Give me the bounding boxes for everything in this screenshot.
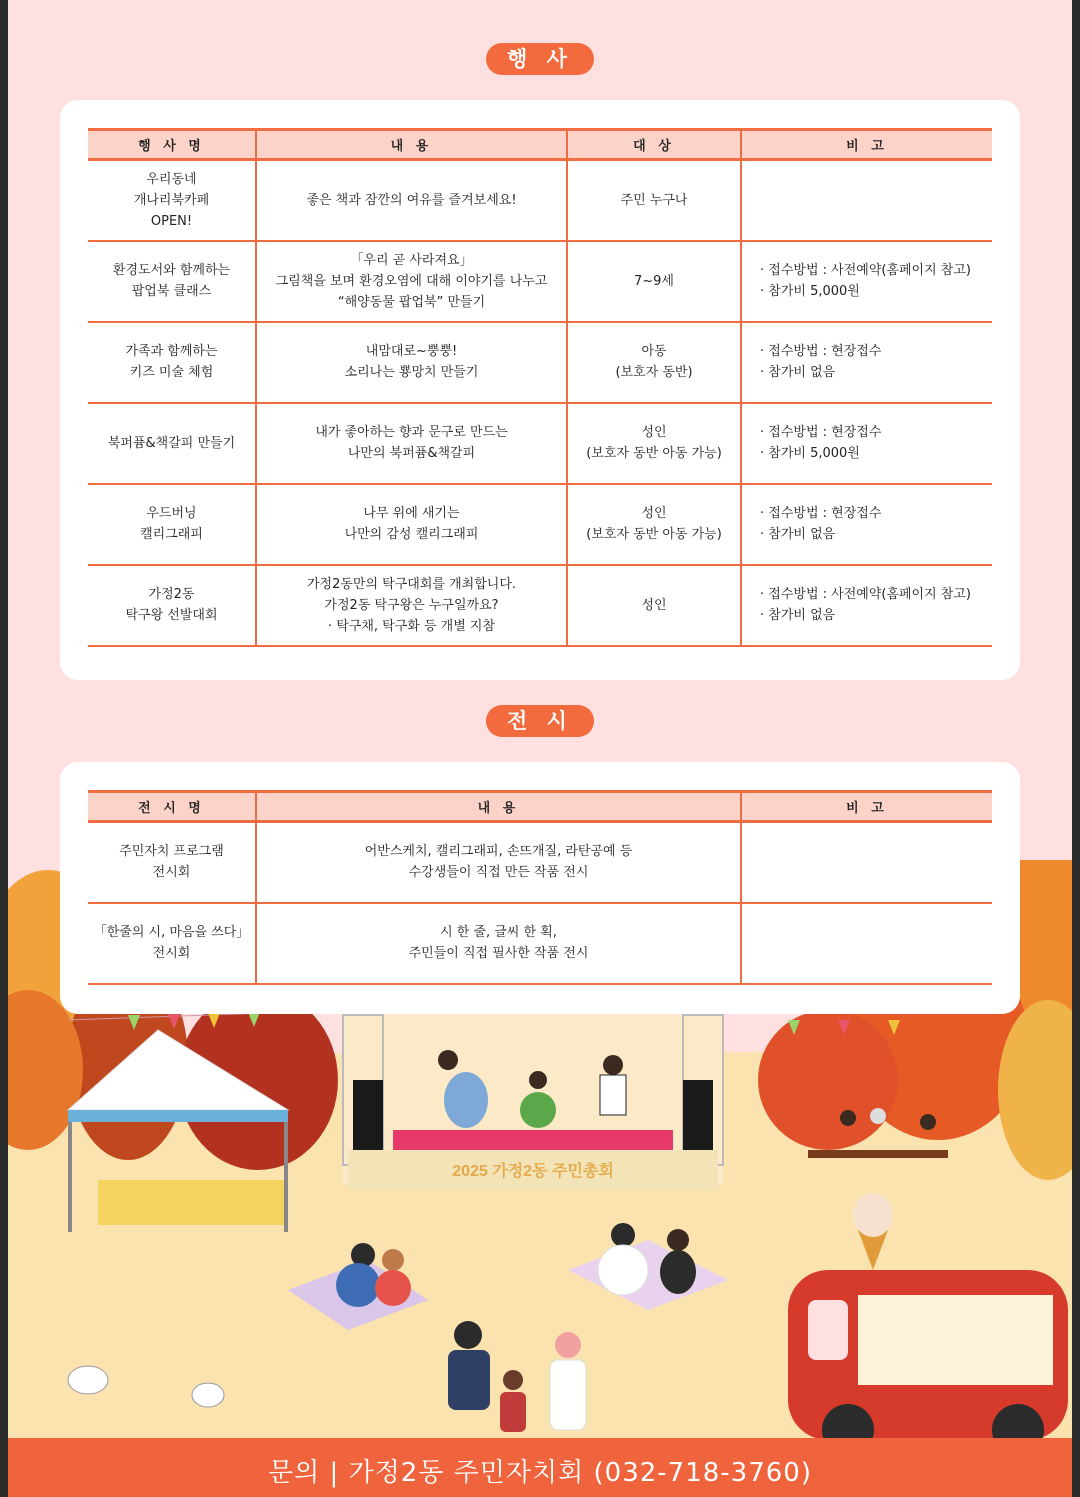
cell-line: 가족과 함께하는 <box>125 344 218 359</box>
cell-line: 개나리북카페 <box>133 192 210 208</box>
cell-line: · 접수방법 : 현장접수 <box>760 344 882 359</box>
cell-line: 수강생들이 직접 만든 작품 전시 <box>408 865 589 881</box>
exhibitions-card <box>60 762 1020 1014</box>
events-table <box>88 128 992 647</box>
cell-target <box>567 322 741 403</box>
cell-content <box>256 403 567 484</box>
cell-name <box>88 160 256 241</box>
cell-target <box>567 403 741 484</box>
cell-line: · 접수방법 : 현장접수 <box>760 425 882 440</box>
cell-line: 그림책을 보며 환경오염에 대해 이야기를 나누고 <box>275 273 548 289</box>
cell-target <box>567 160 741 241</box>
cell-line: · 참가비 5,000원 <box>760 446 860 461</box>
cell-note <box>741 241 992 322</box>
cell-content <box>256 822 741 903</box>
table-row <box>88 322 992 403</box>
cell-line: 내가 좋아하는 향과 문구로 만드는 <box>315 425 508 440</box>
events-table-header <box>88 130 992 160</box>
cell-note <box>741 822 992 903</box>
cell-content <box>256 241 567 322</box>
cell-line: 전시회 <box>152 865 191 881</box>
cell-line: · 참가비 없음 <box>760 608 836 623</box>
cell-line: 주민자치 프로그램 <box>119 844 224 860</box>
cell-line: 우리동네 <box>146 171 197 187</box>
cell-line: · 참가비 5,000원 <box>760 284 860 299</box>
cell-line: 「한줄의 시, 마음을 쓰다」 <box>93 925 250 940</box>
cell-line: 성인 <box>641 597 667 613</box>
cell-line: (보호자 동반 아동 가능) <box>586 527 722 542</box>
table-row <box>88 822 992 903</box>
table-row <box>88 241 992 322</box>
cell-line: 나만의 북퍼퓸&책갈피 <box>347 446 476 461</box>
cell-note <box>741 322 992 403</box>
contact-footer: 문의 | 가정2동 주민자치회 (032-718-3760) <box>8 1438 1072 1497</box>
cell-content <box>256 903 741 984</box>
cell-name <box>88 903 256 984</box>
cell-line: · 접수방법 : 사전예약(홈페이지 참고) <box>760 587 971 602</box>
cell-line: 환경도서와 함께하는 <box>112 263 231 278</box>
cell-note <box>741 484 992 565</box>
events-section-title: 행 사 <box>486 43 594 75</box>
cell-line: 좋은 책과 잠깐의 여유를 즐겨보세요! <box>306 192 517 208</box>
cell-line: · 접수방법 : 사전예약(홈페이지 참고) <box>760 263 971 278</box>
cell-line: 내맘대로~뿡뿡! <box>365 344 458 359</box>
cell-note <box>741 903 992 984</box>
cell-line: 팝업북 클래스 <box>131 284 212 299</box>
cell-line: “해양동물 팝업북” 만들기 <box>337 294 486 310</box>
cell-line: · 참가비 없음 <box>760 527 836 542</box>
cell-name <box>88 822 256 903</box>
table-row <box>88 484 992 565</box>
cell-line: 주민들이 직접 필사한 작품 전시 <box>408 946 589 961</box>
cell-line: 북퍼퓸&책갈피 만들기 <box>107 435 236 451</box>
cell-line: · 참가비 없음 <box>760 365 836 380</box>
cell-note <box>741 403 992 484</box>
cell-line: (보호자 동반 아동 가능) <box>586 446 722 461</box>
cell-line: 「우리 곧 사라져요」 <box>350 252 473 268</box>
cell-note <box>741 565 992 646</box>
cell-note <box>741 160 992 241</box>
cell-line: 성인 <box>641 506 667 521</box>
exhibitions-table-header <box>88 792 992 822</box>
cell-line: 전시회 <box>152 946 191 961</box>
cell-line: 나만의 감성 캘리그래피 <box>344 527 479 542</box>
cell-content <box>256 484 567 565</box>
cell-name <box>88 565 256 646</box>
cell-name <box>88 241 256 322</box>
exhibitions-table-body <box>88 822 992 984</box>
cell-line: 탁구왕 선발대회 <box>125 608 218 623</box>
cell-line: 시 한 줄, 글씨 한 획, <box>440 925 557 940</box>
events-card <box>60 100 1020 680</box>
cell-line: 성인 <box>641 425 667 440</box>
column-header: 행 사 명 <box>88 130 256 160</box>
cell-line: 나무 위에 새기는 <box>363 506 460 521</box>
cell-line: 캘리그래피 <box>140 527 203 542</box>
cell-line: 가정2동 <box>148 587 195 602</box>
cell-target <box>567 484 741 565</box>
cell-line: 키즈 미술 체험 <box>129 365 214 380</box>
poster-page <box>8 0 1072 1497</box>
cell-target <box>567 241 741 322</box>
table-row <box>88 903 992 984</box>
cell-line: · 탁구채, 탁구화 등 개별 지참 <box>327 618 496 634</box>
cell-line: 아동 <box>641 344 667 359</box>
table-row <box>88 565 992 646</box>
stage-banner: 2025 가정2동 주민총회 <box>452 1163 614 1180</box>
cell-target <box>567 565 741 646</box>
cell-line: · 접수방법 : 현장접수 <box>760 506 882 521</box>
exhibitions-section-title: 전 시 <box>486 705 594 737</box>
cell-line: (보호자 동반) <box>615 365 693 380</box>
cell-line: 7~9세 <box>634 273 674 289</box>
table-row <box>88 403 992 484</box>
cell-name <box>88 403 256 484</box>
cell-line: OPEN! <box>150 213 193 229</box>
column-header: 내 용 <box>256 792 741 822</box>
cell-name <box>88 484 256 565</box>
column-header: 비 고 <box>741 130 992 160</box>
cell-content <box>256 322 567 403</box>
cell-line: 어반스케치, 캘리그래피, 손뜨개질, 라탄공예 등 <box>364 844 633 860</box>
table-row <box>88 160 992 241</box>
cell-line: 주민 누구나 <box>620 192 688 208</box>
cell-line: 우드버닝 <box>146 506 197 521</box>
cell-line: 가정2동 탁구왕은 누구일까요? <box>324 597 499 613</box>
column-header: 전 시 명 <box>88 792 256 822</box>
column-header: 내 용 <box>256 130 567 160</box>
column-header: 대 상 <box>567 130 741 160</box>
cell-content <box>256 160 567 241</box>
exhibitions-table <box>88 790 992 985</box>
cell-name <box>88 322 256 403</box>
cell-content <box>256 565 567 646</box>
cell-line: 소리나는 뿅망치 만들기 <box>344 365 479 380</box>
column-header: 비 고 <box>741 792 992 822</box>
cell-line: 가정2동만의 탁구대회를 개최합니다. <box>306 576 517 592</box>
events-table-body <box>88 160 992 646</box>
